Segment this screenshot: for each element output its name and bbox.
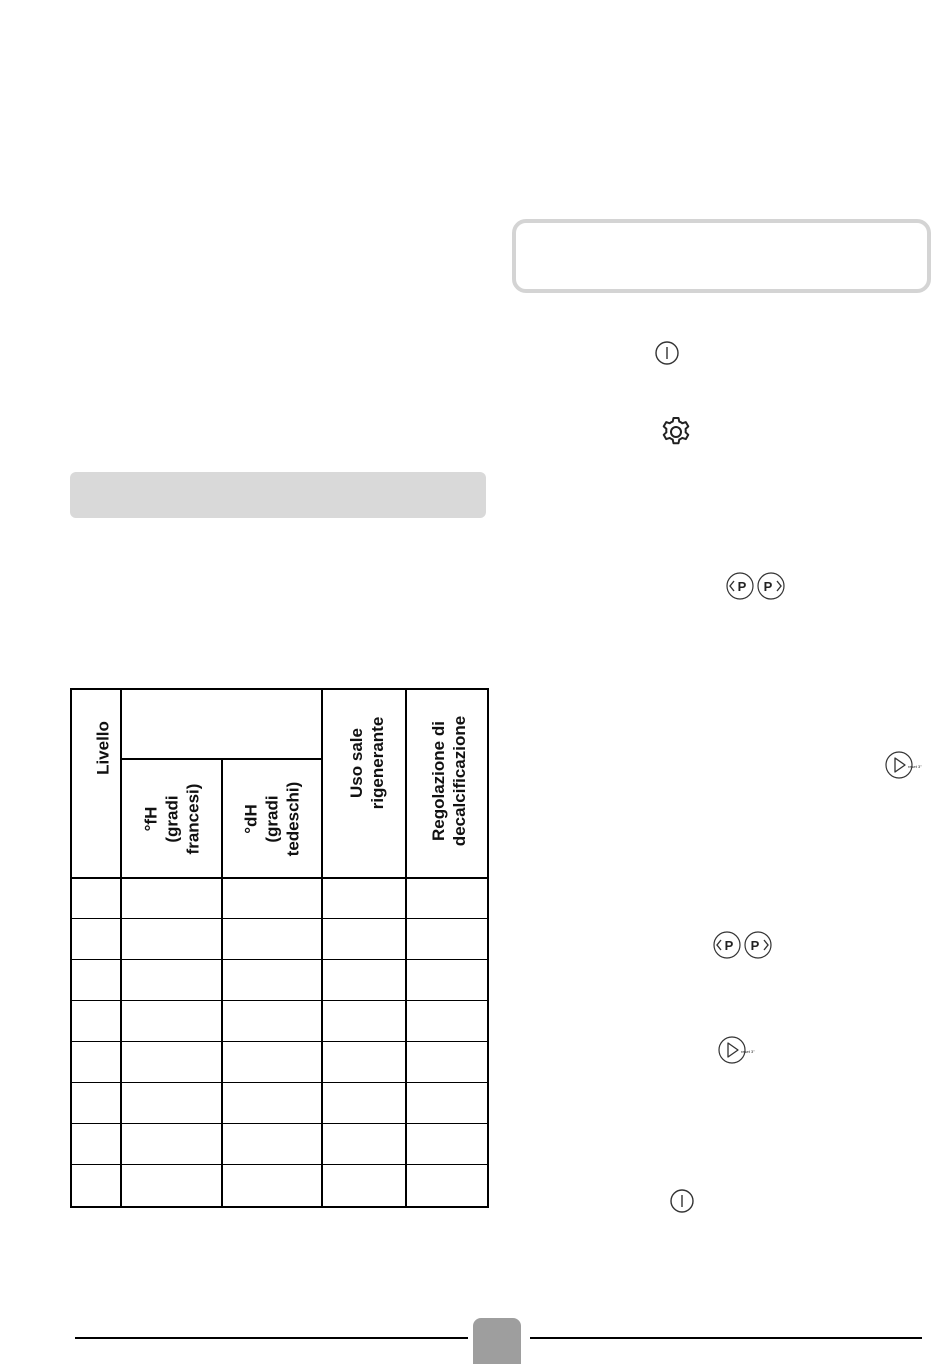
footer-rule-left bbox=[75, 1337, 468, 1339]
page-number-badge bbox=[473, 1318, 521, 1364]
program-prev-next-icon bbox=[712, 930, 774, 960]
note-box bbox=[512, 219, 931, 293]
header-fh: °fH (gradi francesi) bbox=[141, 783, 203, 855]
power-icon bbox=[654, 340, 680, 366]
section-heading-bar bbox=[70, 472, 486, 518]
svg-text:P: P bbox=[750, 938, 760, 953]
gear-icon bbox=[659, 415, 693, 449]
header-uso-sale: Uso sale rigenerante bbox=[347, 716, 387, 810]
svg-text:reset 3": reset 3" bbox=[741, 1049, 755, 1054]
svg-text:reset 3": reset 3" bbox=[908, 764, 922, 769]
svg-text:P: P bbox=[737, 579, 747, 594]
header-dh: °dH (gradi tedeschi) bbox=[241, 781, 303, 857]
footer-rule-right bbox=[530, 1337, 922, 1339]
start-reset-icon bbox=[884, 750, 928, 780]
power-icon bbox=[669, 1188, 695, 1214]
program-prev-next-icon bbox=[725, 571, 787, 601]
svg-text:P: P bbox=[724, 938, 734, 953]
header-livello: Livello bbox=[93, 721, 113, 775]
svg-text:P: P bbox=[763, 579, 773, 594]
water-hardness-table bbox=[70, 688, 489, 1208]
start-reset-icon bbox=[717, 1035, 761, 1065]
header-regolazione: Regolazione di decalcificazione bbox=[429, 715, 469, 847]
